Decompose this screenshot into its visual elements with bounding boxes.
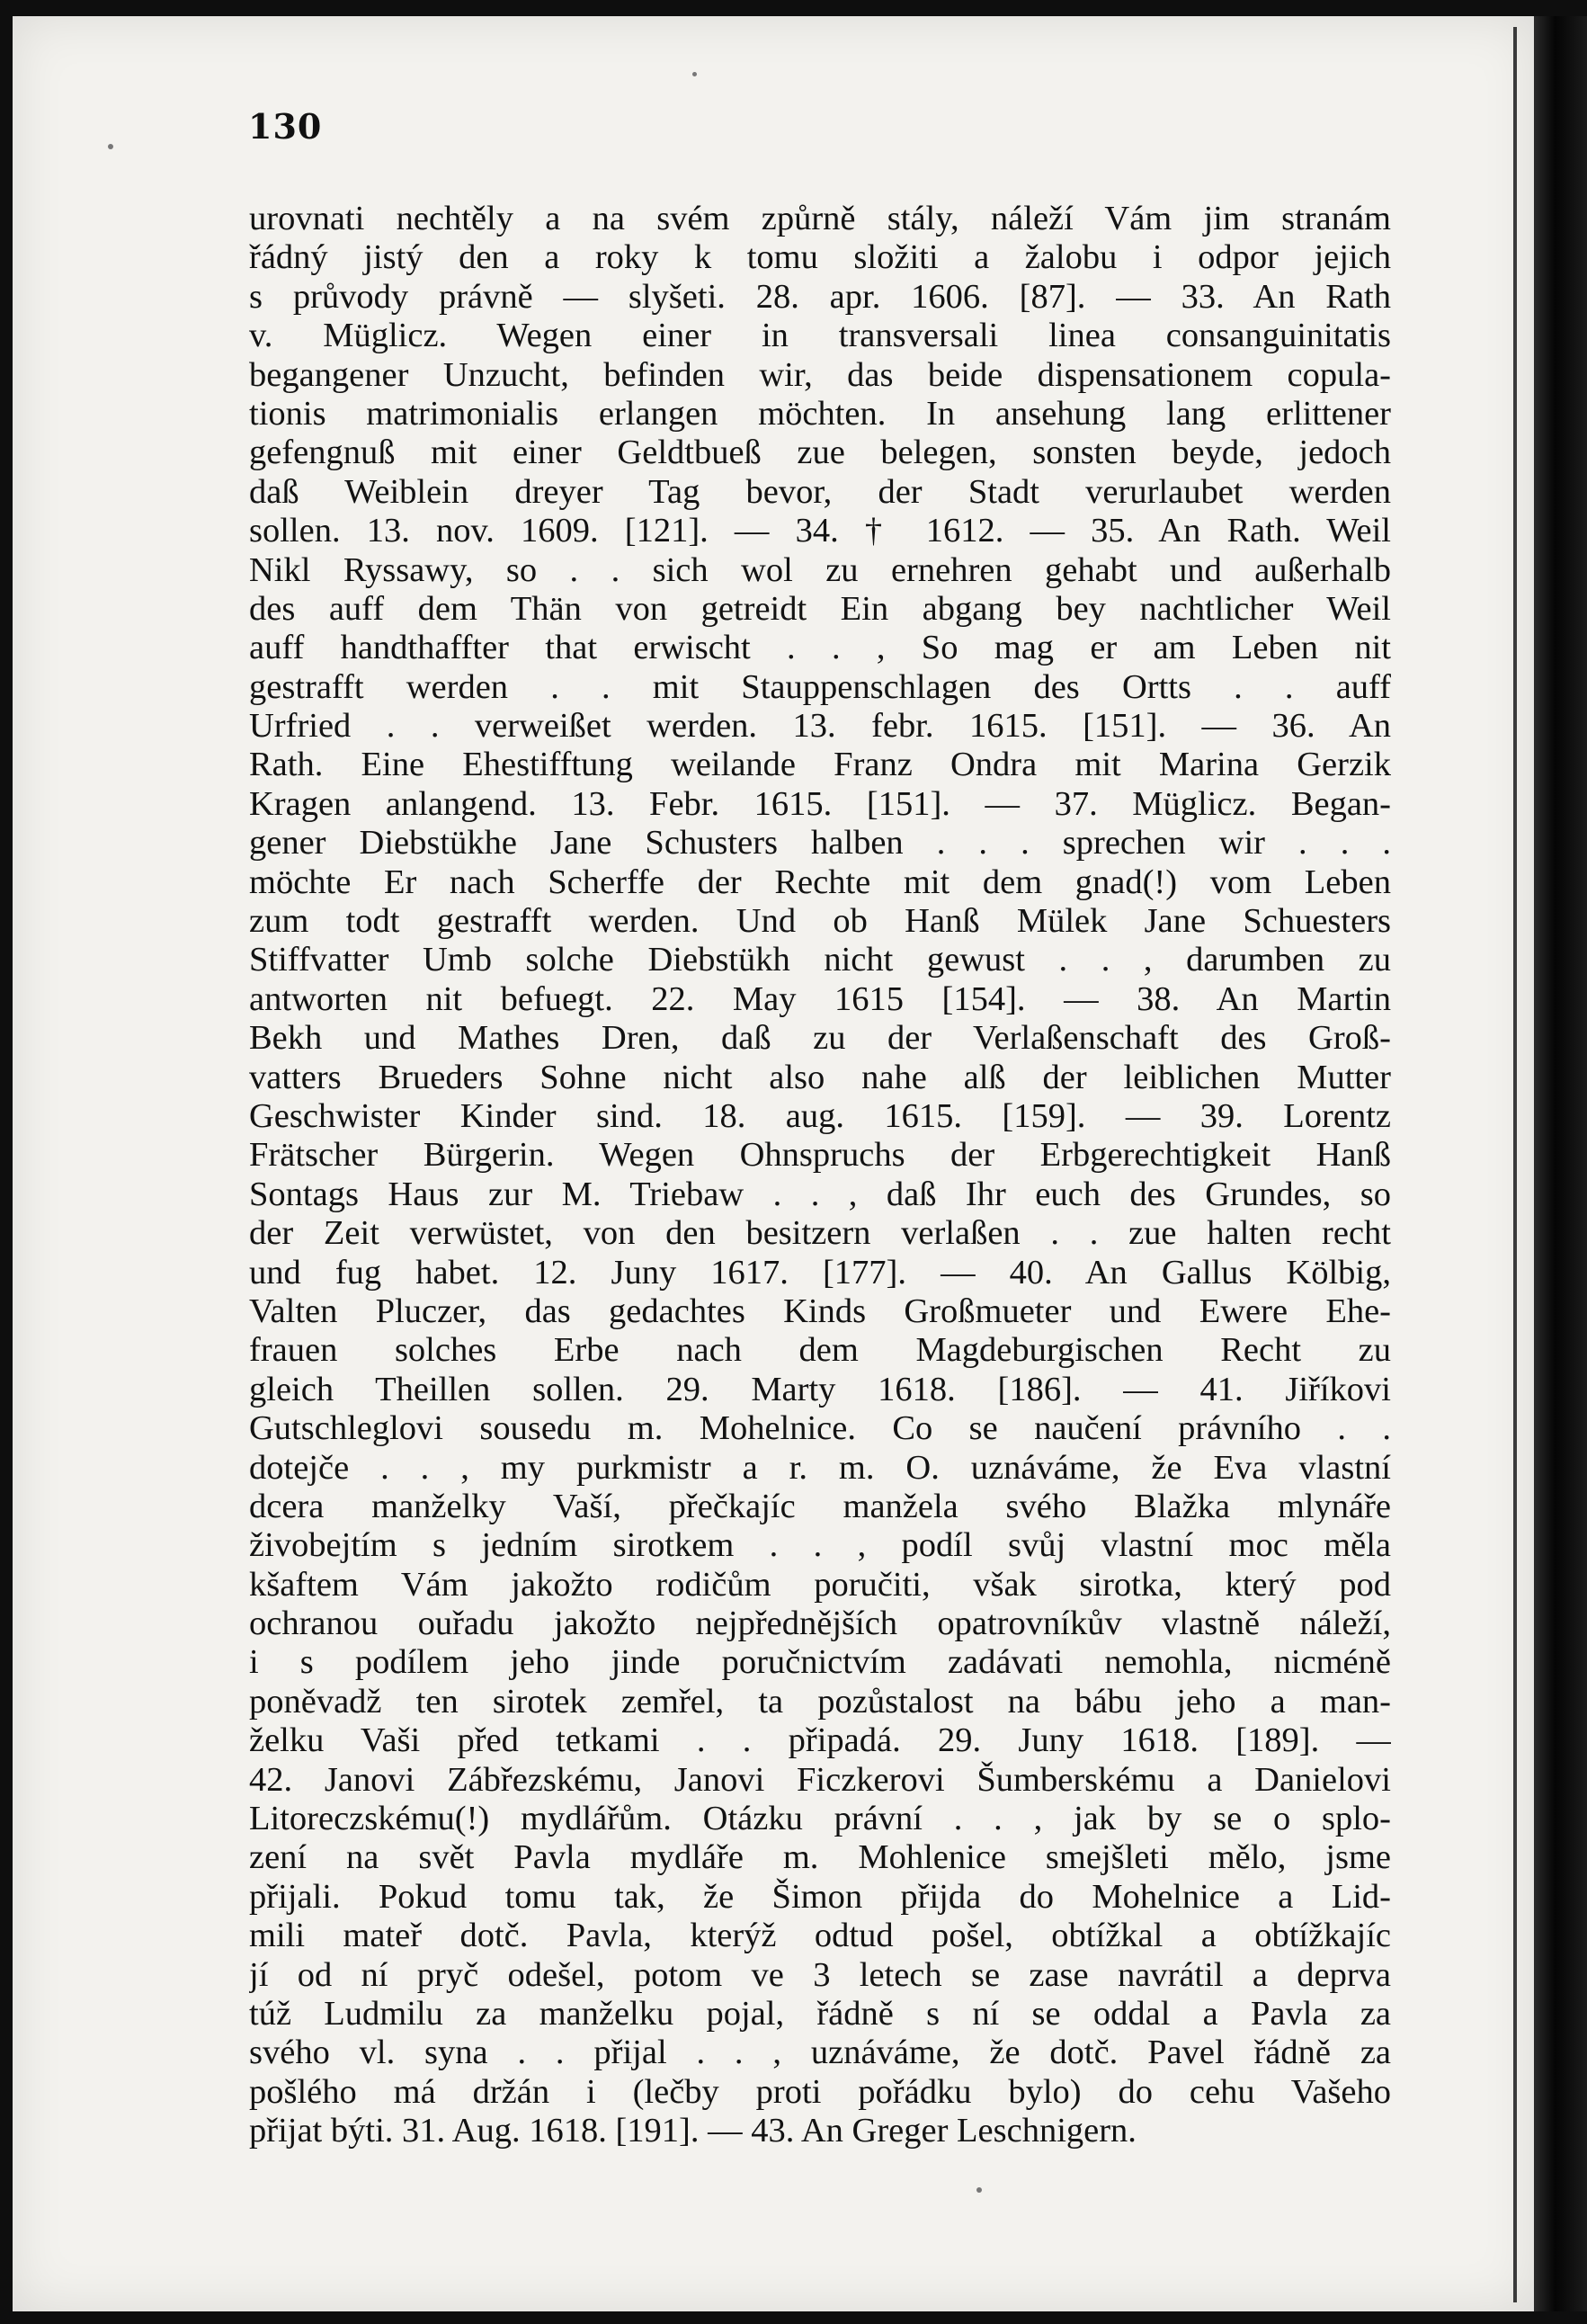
text-line: daß Weiblein dreyer Tag bevor, der Stadt verurlaubet werden: [249, 472, 1391, 511]
text-line: der Zeit verwüstet, von den besitzern verlaßen . . zue halten recht: [249, 1214, 1391, 1253]
text-line: und fug habet. 12. Juny 1617. [177]. — 40. An Gallus Kölbig,: [249, 1253, 1391, 1292]
text-line: tionis matrimonialis erlangen möchten. In ansehung lang erlittener: [249, 394, 1391, 433]
text-line: vatters Brueders Sohne nicht also nahe alß der leiblichen Mutter: [249, 1058, 1391, 1096]
text-line: dcera manželky Vaší, přečkajíc manžela svého Blažka mlynáře: [249, 1487, 1391, 1525]
text-line: řádný jistý den a roky k tomu složiti a žalobu i odpor jejich: [249, 238, 1391, 277]
text-line: urovnati nechtěly a na svém způrně stály, náleží Vám jim stranám: [249, 200, 1391, 237]
text-line: sollen. 13. nov. 1609. [121]. — 34. † 1612. — 35. An Rath. Weil: [249, 512, 1391, 550]
text-line: des auff dem Thän von getreidt Ein abgang bey nachtlicher Weil: [249, 589, 1391, 628]
text-line: jí od ní pryč odešel, potom ve 3 letech se zase navrátil a deprva: [249, 1955, 1391, 1994]
text-line: gefengnuß mit einer Geldtbueß zue belegen, sonsten beyde, jedoch: [249, 434, 1391, 472]
text-line: gestrafft werden . . mit Stauppenschlagen des Ortts . . auff: [249, 667, 1391, 706]
text-line: zení na svět Pavla mydláře m. Mohlenice smejšleti mělo, jsme: [249, 1838, 1391, 1877]
text-line: mili mateř dotč. Pavla, kterýž odtud pošel, obtížkal a obtížkajíc: [249, 1917, 1391, 1955]
dust-speck: [692, 72, 697, 76]
text-line: Urfried . . verweißet werden. 13. febr. 1615. [151]. — 36. An: [249, 707, 1391, 746]
text-line: poněvadž ten sirotek zemřel, ta pozůstalost na bábu jeho a man-: [249, 1682, 1391, 1721]
text-line: Litoreczskému(!) mydlářům. Otázku právní . . , jak by se o splo-: [249, 1800, 1391, 1838]
page-edge: [1534, 16, 1587, 2311]
dust-speck: [976, 2187, 982, 2193]
page-number: 130: [248, 106, 323, 147]
text-line: Rath. Eine Ehestifftung weilande Franz Ondra mit Marina Gerzik: [249, 746, 1391, 784]
text-line: živobejtím s jedním sirotkem . . , podíl svůj vlastní moc měla: [249, 1526, 1391, 1565]
text-line: přijali. Pokud tomu tak, že Šimon přijda do Mohelnice a Lid-: [249, 1877, 1391, 1916]
text-line: dotejče . . , my purkmistr a r. m. O. uznáváme, že Eva vlastní: [249, 1448, 1391, 1487]
text-line: Bekh und Mathes Dren, daß zu der Verlaßenschaft des Groß-: [249, 1019, 1391, 1058]
text-line: Frätscher Bürgerin. Wegen Ohnspruchs der Erbgerechtigkeit Hanß: [249, 1136, 1391, 1175]
text-line: Gutschleglovi sousedu m. Mohelnice. Co se naučení právního . .: [249, 1409, 1391, 1448]
dust-speck: [108, 144, 113, 149]
text-line: gener Diebstükhe Jane Schusters halben . . . sprechen wir . . .: [249, 824, 1391, 863]
text-line: zum todt gestrafft werden. Und ob Hanß Mülek Jane Schuesters: [249, 902, 1391, 941]
text-line: pošlého má držán i (lečby proti pořádku bylo) do cehu Vašeho: [249, 2072, 1391, 2111]
text-line: Geschwister Kinder sind. 18. aug. 1615. [159]. — 39. Lorentz: [249, 1096, 1391, 1135]
text-line: s průvody právně — slyšeti. 28. apr. 1606. [87]. — 33. An Rath: [249, 277, 1391, 316]
text-line: Kragen anlangend. 13. Febr. 1615. [151]. — 37. Müglicz. Began-: [249, 784, 1391, 823]
text-line: svého vl. syna . . přijal . . , uznáváme, že dotč. Pavel řádně za: [249, 2033, 1391, 2072]
text-line: frauen solches Erbe nach dem Magdeburgischen Recht zu: [249, 1331, 1391, 1370]
text-line: túž Ludmilu za manželku pojal, řádně s ní se oddal a Pavla za: [249, 1994, 1391, 2033]
text-line: auff handthaffter that erwischt . . , So mag er am Leben nit: [249, 629, 1391, 667]
text-line: antworten nit befuegt. 22. May 1615 [154]. — 38. An Martin: [249, 979, 1391, 1018]
text-line: Nikl Ryssawy, so . . sich wol zu ernehren gehabt und außerhalb: [249, 550, 1391, 589]
text-line: 42. Janovi Zábřezskému, Janovi Ficzkerovi Šumberskému a Danielovi: [249, 1760, 1391, 1799]
page-gutter-shadow: [1513, 27, 1517, 2302]
text-line: Valten Pluczer, das gedachtes Kinds Großmueter und Ewere Ehe-: [249, 1292, 1391, 1330]
text-line: kšaftem Vám jakožto rodičům poručiti, však sirotka, který pod: [249, 1565, 1391, 1604]
text-line: Stiffvatter Umb solche Diebstükh nicht gewust . . , darumben zu: [249, 941, 1391, 979]
text-line: přijat býti. 31. Aug. 1618. [191]. — 43. An Greger Leschnigern.: [249, 2112, 1137, 2150]
text-line: i s podílem jeho jinde poručnictvím zadávati nemohla, nicméně: [249, 1643, 1391, 1682]
text-line: želku Vaši před tetkami . . připadá. 29. Juny 1618. [189]. —: [249, 1721, 1391, 1760]
text-line: v. Müglicz. Wegen einer in transversali linea consanguinitatis: [249, 317, 1391, 355]
text-line: Sontags Haus zur M. Triebaw . . , daß Ihr euch des Grundes, so: [249, 1175, 1391, 1213]
text-line: ochranou ouřadu jakožto nejpřednějších opatrovníkův vlastně náleží,: [249, 1604, 1391, 1643]
text-line: begangener Unzucht, befinden wir, das beide dispensationem copula-: [249, 355, 1391, 394]
body-text: [249, 200, 1391, 2151]
text-line: möchte Er nach Scherffe der Rechte mit dem gnad(!) vom Leben: [249, 863, 1391, 901]
text-line: gleich Theillen sollen. 29. Marty 1618. [186]. — 41. Jiříkovi: [249, 1370, 1391, 1408]
